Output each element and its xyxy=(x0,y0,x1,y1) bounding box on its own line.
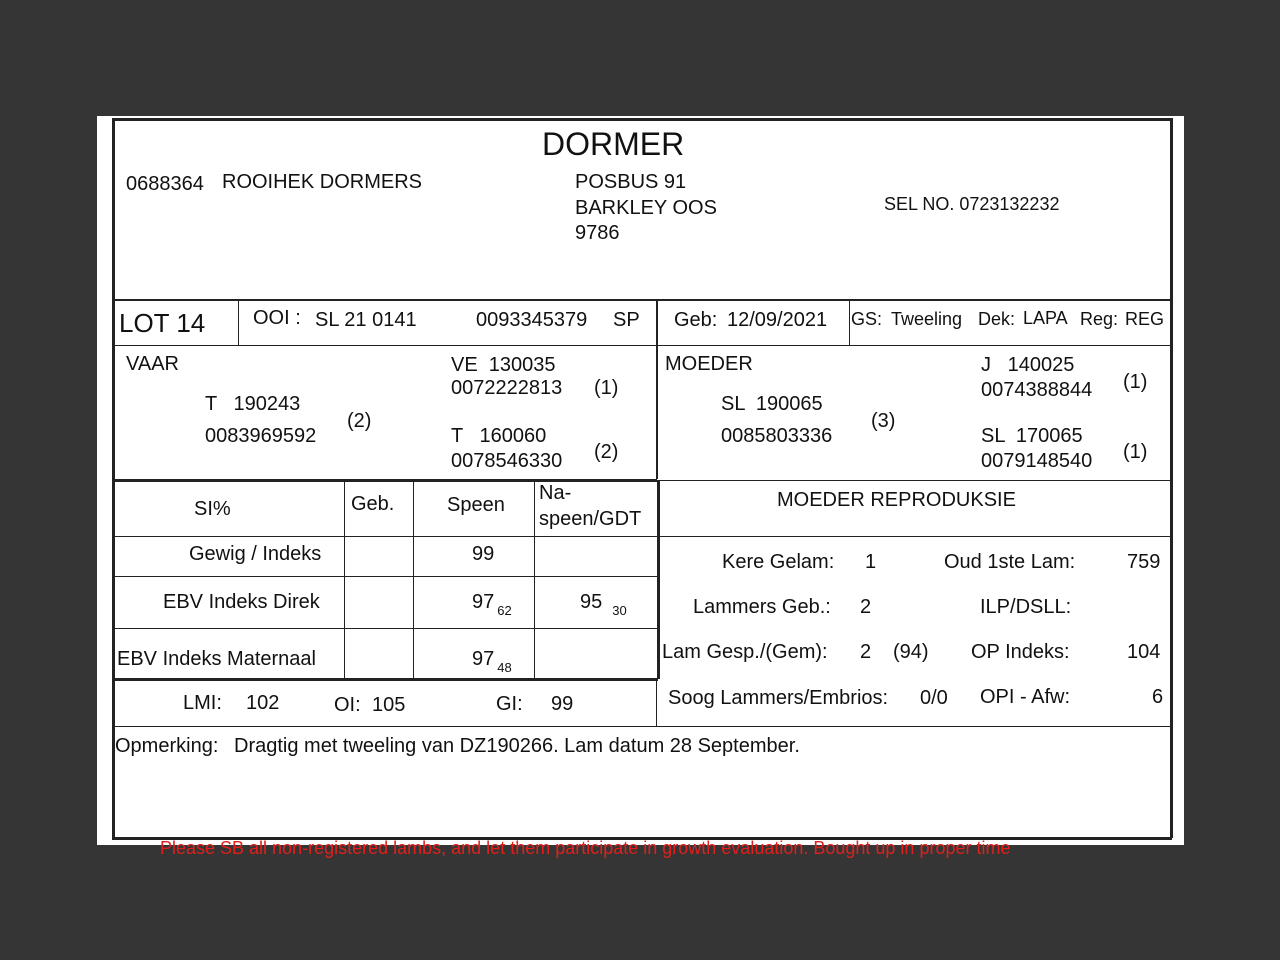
lam-gesp-value: 2 xyxy=(860,641,872,663)
footer-note-clipped xyxy=(160,836,1140,858)
sire-sire-code: (1) xyxy=(594,377,619,399)
dam-dam-id: SL 170065 xyxy=(981,425,1083,447)
ooi-label: OOI : xyxy=(253,307,301,329)
dam-code: (3) xyxy=(871,410,896,432)
divider xyxy=(112,726,1172,727)
divider xyxy=(534,480,535,678)
divider xyxy=(656,679,657,726)
opi-afw-value: 6 xyxy=(1152,686,1164,708)
divider xyxy=(413,480,414,678)
kere-gelam-label: Kere Gelam: xyxy=(722,551,835,573)
dam-sire-code: (1) xyxy=(1123,371,1148,393)
dam-sire-number: 0074388844 xyxy=(981,379,1093,401)
birth-date: 12/09/2021 xyxy=(727,309,828,331)
gs-value: Tweeling xyxy=(891,309,963,329)
card-right-border xyxy=(1170,118,1173,838)
speen-header: Speen xyxy=(447,494,505,516)
sire-sire-id: VE 130035 xyxy=(451,354,556,376)
sire-code: (2) xyxy=(347,410,372,432)
divider xyxy=(657,480,1172,481)
si-header: SI% xyxy=(194,498,231,520)
ebv-maternal-label: EBV Indeks Maternaal xyxy=(117,648,316,670)
lammers-geb-label: Lammers Geb.: xyxy=(693,596,831,618)
sire-number: 0083969592 xyxy=(205,425,317,447)
divider xyxy=(238,299,239,345)
remarks-text: Dragtig met tweeling van DZ190266. Lam datum 28 September. xyxy=(234,735,800,757)
address-line-2: BARKLEY OOS xyxy=(575,197,717,219)
lot-card xyxy=(112,118,1172,838)
dam-id: SL 190065 xyxy=(721,393,823,415)
naspeen-header-line1: Na- xyxy=(539,482,572,504)
dam-label: MOEDER xyxy=(665,353,753,375)
dam-dam-code: (1) xyxy=(1123,441,1148,463)
op-indeks-label: OP Indeks: xyxy=(971,641,1070,663)
ooi-number: 0093345379 xyxy=(476,309,588,331)
breeder-code: 0688364 xyxy=(126,173,204,195)
sel-number: SEL NO. 0723132232 xyxy=(884,194,1060,214)
divider xyxy=(656,345,658,479)
ebv-direct-naspeen: 95 $_{30}$ xyxy=(580,591,627,618)
breed-title: DORMER xyxy=(542,126,685,162)
lam-gesp-label: Lam Gesp./(Gem): xyxy=(662,641,828,663)
sire-dam-code: (2) xyxy=(594,441,619,463)
dam-sire-id: J 140025 xyxy=(981,354,1075,376)
gi-label: GI: xyxy=(496,693,523,715)
op-indeks-value: 104 xyxy=(1127,641,1161,663)
breeder-name: ROOIHEK DORMERS xyxy=(222,171,423,193)
ebv-direct-label: EBV Indeks Direk xyxy=(163,591,320,613)
ooi-grade: SP xyxy=(613,309,640,331)
soog-lammers-label: Soog Lammers/Embrios: xyxy=(668,687,889,709)
divider xyxy=(112,479,657,482)
soog-lammers-value: 0/0 xyxy=(920,687,948,709)
divider xyxy=(112,628,658,629)
ebv-direct-speen: 97 $_{62}$ xyxy=(472,591,512,618)
divider xyxy=(112,345,1172,346)
birth-date-label: Geb: xyxy=(674,309,718,331)
gi-value: 99 xyxy=(551,693,574,715)
sire-dam-number: 0078546330 xyxy=(451,450,563,472)
kere-gelam-value: 1 xyxy=(865,551,877,573)
dam-dam-number: 0079148540 xyxy=(981,450,1093,472)
sire-dam-id: T 160060 xyxy=(451,425,547,447)
weight-index-label: Gewig / Indeks xyxy=(189,543,322,565)
divider xyxy=(112,678,658,681)
oi-value: 105 xyxy=(372,694,406,716)
footer-note-text: Please SB all non-registered lambs, and let them participate in growth evaluation. Bought up in proper time xyxy=(160,838,1011,858)
sire-id: T 190243 xyxy=(205,393,301,415)
dek-label: Dek: xyxy=(978,309,1016,329)
lmi-label: LMI: xyxy=(183,692,222,714)
oi-label: OI: xyxy=(334,694,361,716)
card-top-border xyxy=(112,118,1172,121)
ebv-maternal-speen: 97 $_{48}$ xyxy=(472,648,512,675)
remarks-label: Opmerking: xyxy=(115,735,219,757)
lam-gesp-average: (94) xyxy=(893,641,929,663)
address-line-3: 9786 xyxy=(575,222,620,244)
reg-label: Reg: xyxy=(1080,309,1119,329)
oud-1ste-lam-value: 759 xyxy=(1127,551,1161,573)
divider xyxy=(112,299,1172,301)
geb-header: Geb. xyxy=(351,493,395,515)
address-line-1: POSBUS 91 xyxy=(575,171,687,193)
divider xyxy=(344,480,345,678)
oud-1ste-lam-label: Oud 1ste Lam: xyxy=(944,551,1076,573)
divider xyxy=(656,299,658,345)
lmi-value: 102 xyxy=(246,692,280,714)
gs-label: GS: xyxy=(851,309,883,329)
dam-number: 0085803336 xyxy=(721,425,833,447)
ooi-id: SL 21 0141 xyxy=(315,309,417,331)
dek-value: LAPA xyxy=(1023,308,1068,328)
lot-number: LOT 14 xyxy=(119,308,206,338)
weight-index-speen: 99 xyxy=(472,543,495,565)
sire-label: VAAR xyxy=(126,353,179,375)
opi-afw-label: OPI - Afw: xyxy=(980,686,1071,708)
lammers-geb-value: 2 xyxy=(860,596,872,618)
naspeen-header-line2: speen/GDT xyxy=(539,508,642,530)
sire-sire-number: 0072222813 xyxy=(451,377,563,399)
divider xyxy=(112,576,658,577)
divider xyxy=(657,480,660,679)
card-left-border xyxy=(112,118,115,838)
reproduction-title: MOEDER REPRODUKSIE xyxy=(777,489,1016,511)
divider xyxy=(849,299,850,345)
reg-value: REG xyxy=(1125,309,1165,329)
divider xyxy=(112,536,1172,537)
ilp-dsll-label: ILP/DSLL: xyxy=(980,596,1072,618)
